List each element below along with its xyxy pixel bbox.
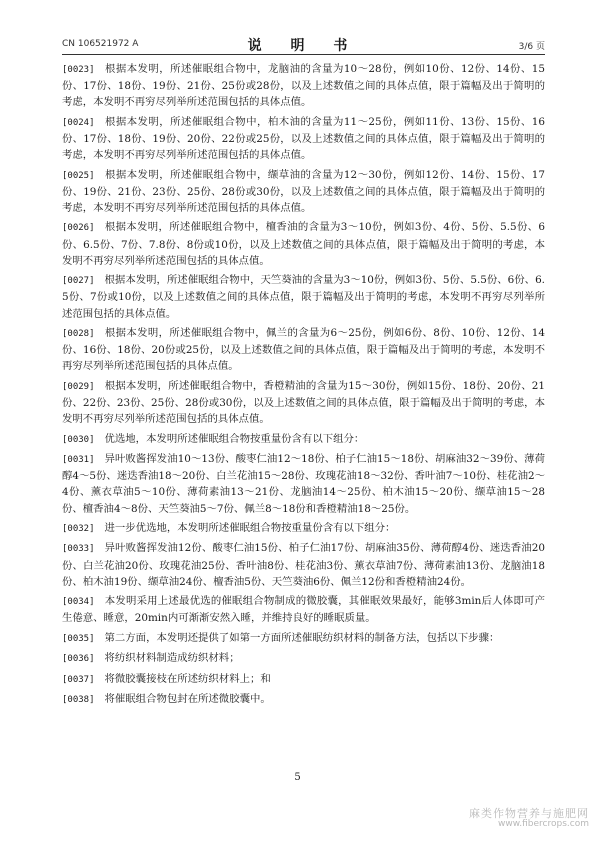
paragraph-number: [0037] (62, 674, 95, 685)
paragraph-text: 根据本发明，所述催眠组合物中，柏木油的含量为11～25份，例如11份、13份、15份、16份、17份、18份、19份、20份、22份或25份，以及上述数值之间的具体点值，限于篇幅及出于简明的考虑，本发明不再穷尽列举所述范围包括的具体点值。 (62, 115, 545, 162)
paragraph-text: 根据本发明，所述催眠组合物中，龙脑油的含量为10～28份，例如10份、12份、14份、15份、17份、18份、19份、21份、25份或28份，以及上述数值之间的具体点值，限于篇幅及出于简明的考虑，本发明不再穷尽列举所述范围包括的具体点值。 (62, 63, 545, 109)
paragraph-number: [0034] (62, 597, 95, 608)
paragraph-text: 根据本发明，所述催眠组合物中，香橙精油的含量为15～30份，例如15份、18份、20份、21份、22份、23份、25份、28份或30份，以及上述数值之间的具体点值，限于篇幅及出于简明的考虑，本发明不再穷尽列举所述范围包括的具体点值。 (62, 379, 545, 426)
paragraph (62, 431, 545, 448)
paragraph (62, 650, 545, 667)
paragraph-number: [0038] (62, 694, 95, 705)
paragraph-number: [0029] (62, 381, 95, 392)
paragraph-text: 将微胶囊接枝在所述纺织材料上；和 (104, 672, 271, 685)
paragraph-text: 异叶败酱挥发油10～13份、酸枣仁油12～18份、柏子仁油15～18份、胡麻油32～39份、薄荷醇4～5份、迷迭香油18～20份、白兰花油15～28份、玫瑰花油18～32份、香叶油7～10份、桂花油2～4份、薰衣草油5～10份、薄荷素油13～21份、龙脑油14～25份、柏木油15～20份、缬草油15～28份、檀香油4～8份、天竺葵油5～7份、佩兰8～18份和香橙精油18～25份。 (62, 452, 545, 515)
paragraph-text: 进一步优选地，本发明所述催眠组合物按重量份含有以下组分： (104, 521, 396, 534)
paragraph-text: 根据本发明，所述催眠组合物中，缬草油的含量为12～30份，例如12份、14份、15份、17份、19份、21份、23份、25份、28份或30份，以及上述数值之间的具体点值，限于篇幅及出于简明的考虑，本发明不再穷尽列举所述范围包括的具体点值。 (62, 168, 545, 214)
paragraph (62, 325, 545, 375)
paragraph-text: 将催眠组合物包封在所述微胶囊中。 (104, 692, 271, 705)
paragraph (62, 630, 545, 647)
paragraph-number: [0036] (62, 654, 95, 665)
paragraph (62, 671, 545, 688)
paragraph (62, 61, 545, 111)
paragraph-text: 将纺织材料制造成纺织材料； (104, 652, 240, 665)
paragraph-number: [0028] (62, 328, 95, 339)
document-body (62, 61, 545, 711)
paragraph-number: [0033] (62, 544, 95, 555)
document-header (62, 34, 545, 55)
paragraph (62, 540, 545, 590)
paragraph (62, 272, 545, 322)
paragraph-text: 根据本发明，所述催眠组合物中，天竺葵油的含量为3～10份，例如3份、5份、5.5份、6份、6.5份、7份或10份，以及上述数值之间的具体点值，限于篇幅及出于简明的考虑，本发明不再穷尽列举所述范围包括的具体点值。 (62, 274, 545, 320)
paragraph-number: [0026] (62, 223, 95, 234)
document-title: 说 明 书 (247, 38, 360, 54)
page-number: 5 (294, 772, 301, 783)
paragraph (62, 219, 545, 269)
paragraph (62, 167, 545, 217)
paragraph (62, 520, 545, 537)
paragraph (62, 451, 545, 517)
site-watermark (469, 808, 589, 830)
paragraph-number: [0035] (62, 633, 95, 644)
paragraph-text: 根据本发明，所述催眠组合物中，檀香油的含量为3～10份，例如3份、4份、5份、5.5份、6份、6.5份、7份、7.8份、8份或10份，以及上述数值之间的具体点值，限于篇幅及出于简明的考虑，本发明不再穷尽列举所述范围包括的具体点值。 (62, 221, 545, 267)
page-of-indicator: 3/6 页 (518, 42, 545, 52)
paragraph-number: [0024] (62, 117, 95, 128)
paragraph-number: [0027] (62, 276, 95, 287)
paragraph-text: 本发明采用上述最优选的催眠组合物制成的微胶囊，其催眠效果最好，能够3min后人体即可产生倦意、睡意，20min内可渐渐安然入睡，并维持良好的睡眠质量。 (62, 595, 545, 625)
paragraph-number: [0023] (62, 65, 95, 75)
paragraph (62, 593, 545, 626)
paragraph-number: [0025] (62, 170, 95, 181)
paragraph-number: [0030] (62, 434, 95, 445)
publication-number: CN 106521972 A (62, 39, 139, 49)
paragraph-text: 异叶败酱挥发油12份、酸枣仁油15份、柏子仁油17份、胡麻油35份、薄荷醇4份、迷迭香油20份、白兰花油20份、玫瑰花油25份、香叶油8份、桂花油3份、薰衣草油7份、薄荷素油13份、龙脑油18份、柏木油19份、缬草油24份、檀香油5份、天竺葵油6份、佩兰12份和香橙精油24份。 (62, 542, 545, 588)
paragraph-text: 优选地，本发明所述催眠组合物按重量份含有以下组分： (104, 432, 365, 445)
paragraph-number: [0031] (62, 454, 95, 465)
paragraph-text: 根据本发明，所述催眠组合物中，佩兰的含量为6～25份，例如6份、8份、10份、12份、14份、16份、18份、20份或25份，以及上述数值之间的具体点值，限于篇幅及出于简明的考虑，本发明不再穷尽列举所述范围包括的具体点值。 (62, 326, 545, 373)
paragraph (62, 691, 545, 708)
watermark-url: www.fibercrops.com (498, 819, 589, 829)
paragraph-text: 第二方面，本发明还提供了如第一方面所述催眠纺织材料的制备方法，包括以下步骤： (104, 631, 500, 644)
paragraph (62, 378, 545, 428)
watermark-title: 麻类作物营养与施肥网 (469, 807, 589, 820)
paragraph-number: [0032] (62, 523, 95, 534)
paragraph (62, 114, 545, 164)
